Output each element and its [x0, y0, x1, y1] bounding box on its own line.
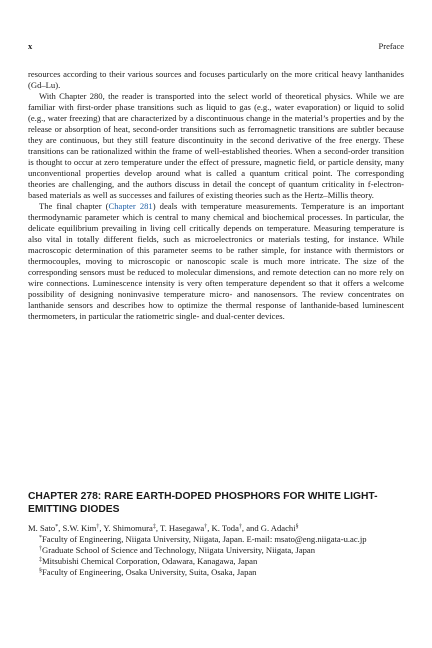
author-affiliation-mark: † — [96, 524, 100, 530]
affiliation — [28, 556, 404, 567]
paragraph-text: The final chapter ( — [39, 201, 109, 211]
author-name: K. Toda — [211, 523, 239, 533]
author-name: T. Hasegawa — [159, 523, 205, 533]
author-affiliation-mark: ‡ — [152, 524, 156, 530]
author-affiliation-mark: * — [55, 524, 59, 530]
affiliation-text: Mitsubishi Chemical Corporation, Odawara, Kanagawa, Japan — [42, 556, 258, 566]
running-head — [28, 41, 404, 51]
page-number: x — [28, 41, 33, 51]
affiliation — [28, 567, 404, 578]
author-affiliation-mark: § — [295, 524, 299, 530]
running-title: Preface — [378, 41, 404, 51]
author-name: Y. Shimomura — [103, 523, 153, 533]
author-affiliation-mark: † — [238, 524, 242, 530]
affiliation-list — [28, 534, 404, 578]
affiliation — [28, 534, 404, 545]
paragraph: resources according to their various sources and focuses particularly on the more critical heavy lanthanides (Gd–Lu). — [28, 69, 404, 90]
affiliation-mark: * — [39, 535, 42, 541]
affiliation-text: Faculty of Engineering, Osaka University, Suita, Osaka, Japan — [42, 567, 257, 577]
chapter-281-link[interactable]: Chapter 281 — [108, 201, 153, 211]
author-affiliation-mark: † — [204, 524, 208, 530]
paragraph-text: ) deals with temperature measurements. Temperature is an important thermodynamic parameter which is central to many chemical and biochemical processes. In particular, the delicate equilibrium prevailing in living cell critically depends on temperature. Measuring temperature is also vital in totally different fields, such as microelectronics or materials testing, for instance. While macroscopic determination of this parameter seems to be rather simple, for instance with thermistors or thermocouples, moving to microscopic or nanoscopic scale is much more intricate. The size of the corresponding sensors must be reduced to molecular dimensions, and remote detection can no more rely on wire connections. Luminescence intensity is very often temperature dependent so that it offers a welcome possibility of designing noninvasive temperature micro- and nanosensors. The review concentrates on lanthanide sensors and describes how to optimize the thermal response of lanthanide-based luminescent thermometers, in particular the ratiometric single- and dual-center devices. — [28, 201, 404, 321]
affiliation-mark: ‡ — [39, 557, 42, 563]
paragraph — [28, 201, 404, 322]
affiliation — [28, 545, 404, 556]
affiliation-mark: † — [39, 546, 42, 552]
chapter-section — [28, 490, 404, 578]
body-text — [28, 69, 404, 322]
author-name: S.W. Kim — [62, 523, 97, 533]
chapter-title: CHAPTER 278: RARE EARTH-DOPED PHOSPHORS FOR WHITE LIGHT-EMITTING DIODES — [28, 491, 378, 515]
affiliation-text: Faculty of Engineering, Niigata University, Niigata, Japan. E-mail: msato@eng.niigata-u.ac.jp — [42, 534, 367, 544]
author-name: G. Adachi — [260, 523, 296, 533]
affiliation-mark: § — [39, 568, 42, 574]
affiliation-text: Graduate School of Science and Technology, Niigata University, Niigata, Japan — [42, 545, 316, 555]
author-list: M. Sato*, S.W. Kim†, Y. Shimomura‡, T. Hasegawa†, K. Toda†, and G. Adachi§ — [28, 523, 299, 533]
author-name: M. Sato — [28, 523, 56, 533]
paragraph: With Chapter 280, the reader is transported into the select world of theoretical physics. While we are familiar with first-order phase transitions such as liquid to gas (e.g., water evaporation) or liquid to solid (e.g., water freezing) that are characterized by a discontinuous change in the material’s properties and by the release or absorption of heat, second-order transitions such as ferromagnetic transitions are subtler because they are continuous, but they still feature discontinuity in the second derivative of the free energy. These transitions can be rationalized within the frame of well-established theories. When a second-order transition is thought to occur at zero temperature under the effect of pressure, magnetic field, or particle density, many unconventional properties develop around what is called a quantum critical point. The corresponding theories are challenging, and the authors discuss in detail the concept of quantum criticality in f-electron-based materials as well as successes and failures of existing theories such as the Hertz–Millis theory. — [28, 91, 404, 200]
